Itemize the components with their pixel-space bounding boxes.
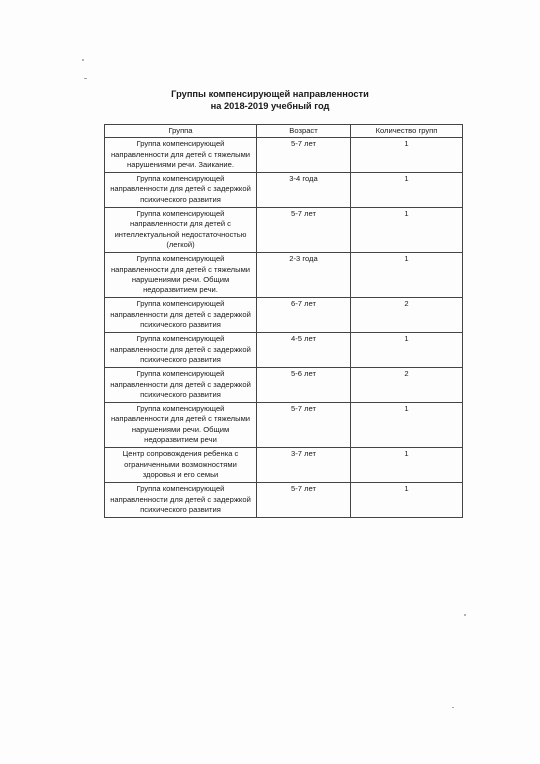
table-row [105, 333, 463, 368]
table-header-row [105, 125, 463, 138]
scan-speck [464, 614, 466, 616]
cell-group: Группа компенсирующей направленности для детей с задержкой психического развития [105, 368, 257, 403]
cell-count: 1 [351, 483, 463, 518]
table-row [105, 173, 463, 208]
document-title: Группы компенсирующей направленности [171, 89, 369, 99]
table-row [105, 253, 463, 298]
cell-count: 1 [351, 173, 463, 208]
column-header-group: Группа [105, 125, 257, 138]
cell-age: 6-7 лет [257, 298, 351, 333]
cell-count: 2 [351, 368, 463, 403]
cell-age: 2-3 года [257, 253, 351, 298]
cell-group: Группа компенсирующей направленности для детей с задержкой психического развития [105, 298, 257, 333]
cell-group: Группа компенсирующей направленности для детей с задержкой психического развития [105, 333, 257, 368]
cell-count: 1 [351, 333, 463, 368]
cell-age: 3-7 лет [257, 448, 351, 483]
column-header-count: Количество групп [351, 125, 463, 138]
cell-count: 2 [351, 298, 463, 333]
cell-count: 1 [351, 403, 463, 448]
cell-age: 5-6 лет [257, 368, 351, 403]
cell-age: 3-4 года [257, 173, 351, 208]
cell-group: Группа компенсирующей направленности для детей с тяжелыми нарушениями речи. Заикание. [105, 138, 257, 173]
cell-group: Группа компенсирующей направленности для детей с тяжелыми нарушениями речи. Общим недоразвитием речи. [105, 253, 257, 298]
cell-age: 4-5 лет [257, 333, 351, 368]
cell-group: Группа компенсирующей направленности для детей с тяжелыми нарушениями речи. Общим недоразвитием речи [105, 403, 257, 448]
column-header-age: Возраст [257, 125, 351, 138]
table-row [105, 368, 463, 403]
table-row [105, 403, 463, 448]
cell-age: 5-7 лет [257, 138, 351, 173]
scan-speck [452, 707, 454, 708]
cell-count: 1 [351, 208, 463, 253]
cell-age: 5-7 лет [257, 208, 351, 253]
cell-count: 1 [351, 448, 463, 483]
table-row [105, 208, 463, 253]
cell-group: Группа компенсирующей направленности для детей с интеллектуальной недостаточностью (легкой) [105, 208, 257, 253]
table-row [105, 298, 463, 333]
cell-count: 1 [351, 253, 463, 298]
document-subtitle: на 2018-2019 учебный год [210, 101, 330, 111]
scan-speck [84, 78, 87, 79]
table-row [105, 448, 463, 483]
cell-group: Группа компенсирующей направленности для детей с задержкой психического развития [105, 173, 257, 208]
cell-group: Центр сопровождения ребенка с ограниченными возможностями здоровья и его семьи [105, 448, 257, 483]
scan-speck [82, 59, 84, 61]
cell-group: Группа компенсирующей направленности для детей с задержкой психического развития [105, 483, 257, 518]
table-row [105, 483, 463, 518]
cell-age: 5-7 лет [257, 403, 351, 448]
cell-age: 5-7 лет [257, 483, 351, 518]
cell-count: 1 [351, 138, 463, 173]
groups-table [104, 124, 463, 518]
table-row [105, 138, 463, 173]
